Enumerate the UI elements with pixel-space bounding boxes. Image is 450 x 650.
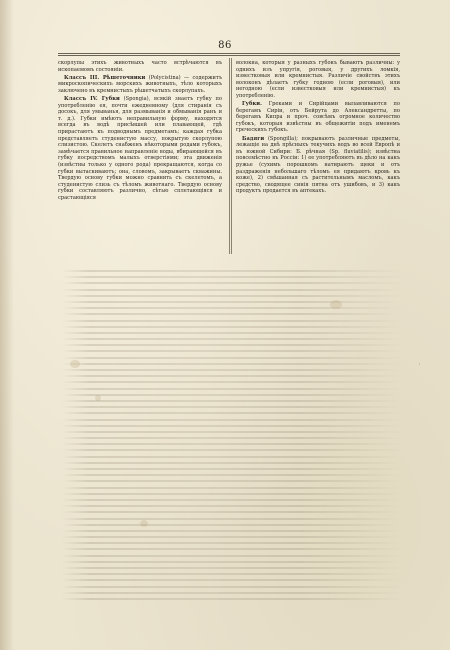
page-number: 86 <box>218 40 232 51</box>
paragraph-lead: Губки. <box>242 101 263 108</box>
paragraph-text: скорлупы этихъ животныхъ часто встрѣчаются въ ископаемомъ состояніи. <box>58 60 222 73</box>
paragraph <box>58 75 222 95</box>
paragraph <box>236 136 400 195</box>
column-divider <box>229 58 230 254</box>
right-column <box>236 60 400 196</box>
paragraph <box>58 60 222 73</box>
column-divider <box>231 58 232 254</box>
page-edge-shadow <box>0 0 14 650</box>
paragraph <box>58 96 222 202</box>
paper-stain <box>330 300 342 309</box>
left-column <box>58 60 222 203</box>
paragraph-text: Греками и Сирійцами вылавливаются по берегамъ Сиріи, отъ Бейрута до Александретты, по берегамъ Кипра и проч. совсѣмъ огромное количество губокъ, которыя извѣстны въ общежитіи подъ именемъ греческихъ губокъ. <box>236 101 400 134</box>
show-through-text <box>62 270 402 620</box>
paragraph-lead: Бадяги <box>242 135 265 142</box>
margin-mark: · <box>418 360 421 370</box>
paper-stain <box>70 360 80 368</box>
paragraph-text: (Spongilla); покрываютъ различные предметы, лежащіе на днѣ прѣсныхъ текучихъ водъ во всей Европѣ и въ южной Сибири: Б. рѣчная (Sp. fluviatilis); извѣстна повсемѣстно въ Россіи: 1) ее употребляютъ въ дѣло на какъ ружье (сухимъ порошкомъ натираютъ щеки и отъ раздраженія небольшаго тѣломъ ея придаютъ кровь къ коже), 2) смѣшанная съ растительнымъ масломъ, какъ средство, сводящее синія пятна отъ ушибовъ, и 3) какъ продуктъ продается въ аптекахъ. <box>236 135 400 195</box>
header-rule <box>58 53 400 54</box>
paragraph-text: волокна, которыя у разныхъ губокъ бываютъ различны: у однихъ изъ упругія, роговыя, у другихъ ломкія, известковыя или кремнистыя. Различіе свойствъ этихъ волоконъ дѣлаетъ губку годною (если роговыя), или негодною (если известковыя или кремнистыя) къ употребленію. <box>236 60 400 99</box>
paragraph <box>236 101 400 134</box>
paper-stain <box>95 395 101 401</box>
paragraph-lead: Классъ III. Рѣшеточники <box>64 74 146 81</box>
paragraph-text: (Polycistina) — содержитъ микроскопическихъ морскихъ животныхъ, тѣло которыхъ заключено въ кремнистыхъ рѣшетчатыхъ скорлупахъ. <box>58 74 223 94</box>
paragraph <box>236 60 400 100</box>
paragraph-lead: Классъ IV. Губки <box>64 95 120 102</box>
header-rule <box>58 55 400 56</box>
paragraph-text: (Spongia), всякій знаетъ губку по употребленію ея, почти ежедневному (для стиранія съ досокъ, для умыванья, для размыванія и обмыванія ранъ и т. д.). Губки имѣютъ неправильную форму, находятся всегда въ водѣ присѣвшей или плавающей, гдѣ прирастаютъ къ подводнымъ предметамъ; каждая губка представляетъ студенистую массу, покрытую скорлупою слизистою. Скелетъ снабженъ нѣкоторыми родами губокъ, замѣчается правильное направленіе воды, вбирающейся въ губку посредствомъ малыхъ отверстіями; эта движенія (извѣстны только у одного рода) прекращаются, когда со губки вытаскиваютъ; она, словомъ, закрываетъ скважины. Твердую основу губки можно сравнить съ скелетомъ, а студенистую слизь съ тѣломъ животнаго. Твердую основу губки составляютъ различно, сѣтью сплетающіяся и срастающіяся <box>58 95 222 201</box>
paper-stain <box>140 520 148 527</box>
